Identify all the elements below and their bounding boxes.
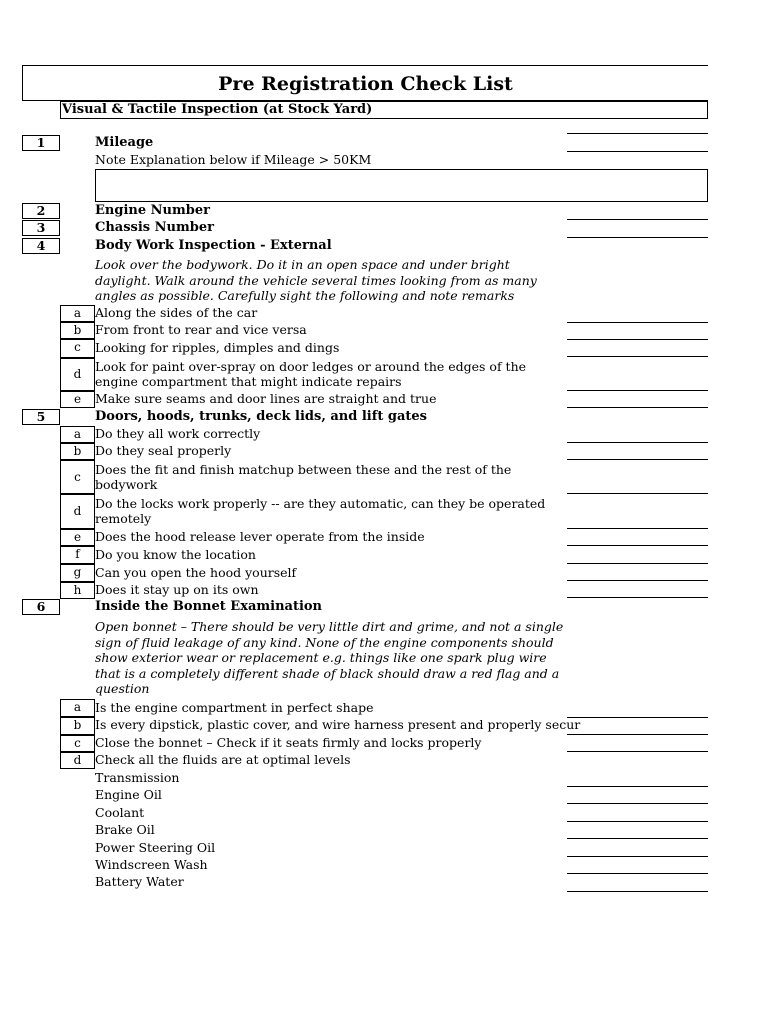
- checklist-item: Do they all work correctly: [95, 426, 261, 441]
- answer-line[interactable]: [567, 838, 708, 839]
- checklist-item: Do the locks work properly -- are they automatic, can they be operated remotely: [95, 496, 546, 526]
- answer-line[interactable]: [567, 493, 708, 494]
- answer-line[interactable]: [567, 751, 708, 752]
- checklist-item: Can you open the hood yourself: [95, 565, 297, 580]
- section-number: 6: [22, 599, 60, 615]
- answer-line[interactable]: [567, 717, 708, 718]
- item-letter: c: [60, 735, 95, 752]
- fluid-item: Battery Water: [95, 874, 184, 889]
- checklist-item: Do they seal properly: [95, 443, 232, 458]
- answer-line[interactable]: [567, 528, 708, 529]
- section-number: 5: [22, 409, 60, 425]
- section-label-mileage: Mileage: [95, 135, 154, 150]
- answer-line[interactable]: [567, 563, 708, 564]
- section-label-doors: Doors, hoods, trunks, deck lids, and lift gates: [95, 409, 427, 424]
- answer-line[interactable]: [567, 856, 708, 857]
- subtitle-box: [60, 101, 708, 119]
- checklist-item: Check all the fluids are at optimal levels: [95, 752, 351, 767]
- section-number: 4: [22, 238, 60, 254]
- answer-line[interactable]: [567, 803, 708, 804]
- section-label-bonnet: Inside the Bonnet Examination: [95, 599, 323, 614]
- answer-line[interactable]: [567, 580, 708, 581]
- item-letter: h: [60, 582, 95, 599]
- item-letter: e: [60, 529, 95, 546]
- answer-line[interactable]: [567, 821, 708, 822]
- page-subtitle: Visual & Tactile Inspection (at Stock Yard): [62, 102, 373, 117]
- checklist-item: Close the bonnet – Check if it seats firmly and locks properly: [95, 735, 482, 750]
- item-letter: d: [60, 752, 95, 769]
- fluid-item: Brake Oil: [95, 822, 155, 837]
- section-number: 3: [22, 220, 60, 236]
- answer-line-engine-number[interactable]: [567, 219, 708, 220]
- section-label-chassis-number: Chassis Number: [95, 220, 214, 235]
- item-letter: a: [60, 699, 95, 717]
- checklist-item: Look for paint over-spray on door ledges or around the edges of the engine compartment that might indicate repairs: [95, 359, 527, 389]
- page-title: Pre Registration Check List: [218, 73, 513, 95]
- answer-line[interactable]: [567, 597, 708, 598]
- checklist-item: From front to rear and vice versa: [95, 322, 307, 337]
- checklist-item: Along the sides of the car: [95, 305, 258, 320]
- answer-line[interactable]: [567, 545, 708, 546]
- section-label-engine-number: Engine Number: [95, 203, 210, 218]
- answer-line[interactable]: [567, 786, 708, 787]
- answer-line[interactable]: [567, 339, 708, 340]
- title-box: [22, 65, 708, 101]
- checklist-item: Does the hood release lever operate from the inside: [95, 529, 425, 544]
- item-letter: f: [60, 546, 95, 564]
- item-letter: b: [60, 322, 95, 339]
- bodywork-description: Look over the bodywork. Do it in an open space and under bright daylight. Walk around the vehicle several times looking from as many angles as possible. Carefully sight the following and note remarks: [95, 257, 537, 303]
- answer-line-chassis-number[interactable]: [567, 237, 708, 238]
- section-number: 2: [22, 203, 60, 219]
- answer-line[interactable]: [567, 407, 708, 408]
- checklist-item: Do you know the location: [95, 547, 256, 562]
- bonnet-description: Open bonnet – There should be very little dirt and grime, and not a single sign of fluid leakage of any kind. None of the engine components should show exterior wear or replacement e.g. things like one spark plug wire that is a completely different shade of black should draw a red flag and a question: [95, 619, 564, 696]
- section-label-bodywork: Body Work Inspection - External: [95, 238, 332, 253]
- item-letter: c: [60, 460, 95, 494]
- item-letter: d: [60, 494, 95, 529]
- answer-line[interactable]: [567, 356, 708, 357]
- item-letter: a: [60, 426, 95, 443]
- item-letter: e: [60, 391, 95, 408]
- fluid-item: Windscreen Wash: [95, 857, 208, 872]
- item-letter: d: [60, 358, 95, 391]
- checklist-item: Is every dipstick, plastic cover, and wire harness present and properly secur: [95, 717, 581, 732]
- answer-line[interactable]: [567, 322, 708, 323]
- mileage-note: Note Explanation below if Mileage > 50KM: [95, 152, 372, 167]
- answer-line[interactable]: [567, 442, 708, 443]
- item-letter: b: [60, 443, 95, 460]
- fluid-item: Coolant: [95, 805, 145, 820]
- item-letter: a: [60, 305, 95, 322]
- answer-line-mileage[interactable]: [567, 151, 708, 152]
- checklist-item: Is the engine compartment in perfect shape: [95, 700, 374, 715]
- section-number: 1: [22, 135, 60, 151]
- answer-line[interactable]: [567, 891, 708, 892]
- item-letter: b: [60, 717, 95, 735]
- fluid-item: Transmission: [95, 770, 180, 785]
- checklist-item: Does the fit and finish matchup between these and the rest of the bodywork: [95, 462, 512, 492]
- answer-line[interactable]: [567, 873, 708, 874]
- checklist-item: Does it stay up on its own: [95, 582, 259, 597]
- mileage-explanation-box[interactable]: [95, 169, 708, 202]
- checklist-item: Looking for ripples, dimples and dings: [95, 340, 340, 355]
- answer-line[interactable]: [567, 734, 708, 735]
- checklist-item: Make sure seams and door lines are straight and true: [95, 391, 437, 406]
- fluid-item: Power Steering Oil: [95, 840, 216, 855]
- fluid-item: Engine Oil: [95, 787, 162, 802]
- item-letter: g: [60, 564, 95, 582]
- item-letter: c: [60, 339, 95, 358]
- answer-line-top[interactable]: [567, 133, 708, 134]
- answer-line[interactable]: [567, 459, 708, 460]
- answer-line[interactable]: [567, 390, 708, 391]
